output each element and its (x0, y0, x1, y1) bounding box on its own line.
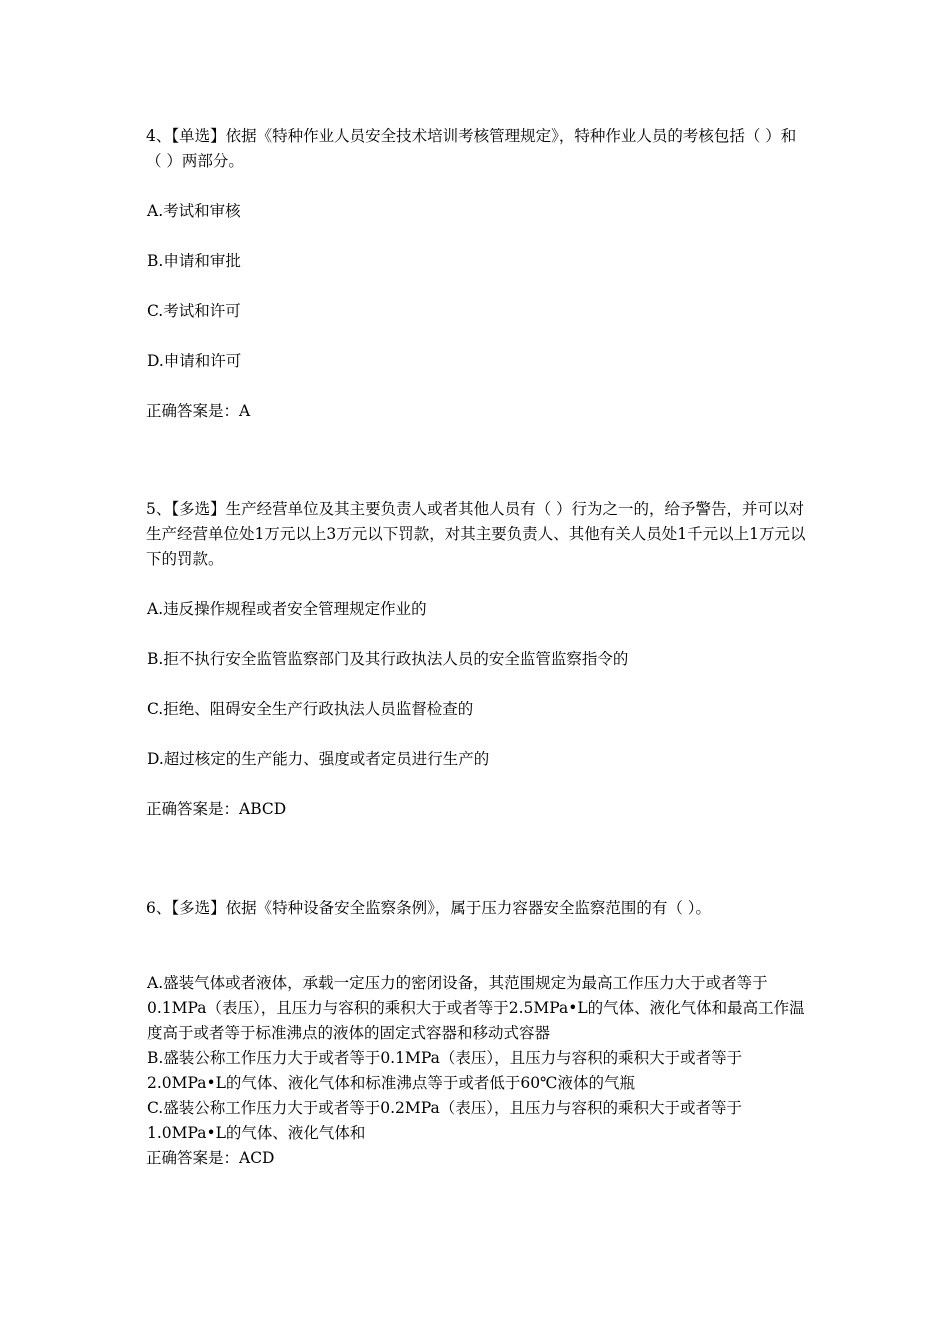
question-4 (146, 124, 810, 424)
correct-answer: 正确答案是：ACD (146, 1149, 275, 1167)
question-stem: 4、【单选】依据《特种作业人员安全技术培训考核管理规定》，特种作业人员的考核包括（ ）和（ ）两部分。 (146, 127, 797, 170)
question-6 (146, 896, 810, 1171)
option-d: D.超过核定的生产能力、强度或者定员进行生产的 (147, 750, 490, 768)
option-c: C.考试和许可 (147, 302, 241, 320)
option-d: D.申请和许可 (147, 352, 242, 370)
question-stem: 6、【多选】依据《特种设备安全监察条例》，属于压力容器安全监察范围的有（ ）。 (146, 899, 712, 917)
option-a: A.考试和审核 (147, 202, 241, 220)
option-c: C.盛装公称工作压力大于或者等于0.2MPa（表压），且压力与容积的乘积大于或者等于1.0MPa•L的气体、液化气体和 (147, 1099, 742, 1142)
correct-answer: 正确答案是：ABCD (146, 800, 287, 818)
correct-answer: 正确答案是：A (146, 402, 251, 420)
option-a: A.盛装气体或者液体，承载一定压力的密闭设备，其范围规定为最高工作压力大于或者等于0.1MPa（表压），且压力与容积的乘积大于或者等于2.5MPa•L的气体、液化气体和最高工作温度高于或者等于标准沸点的液体的固定式容器和移动式容器 (147, 974, 805, 1042)
option-b: B.拒不执行安全监管监察部门及其行政执法人员的安全监管监察指令的 (147, 650, 629, 668)
question-stem: 5、【多选】生产经营单位及其主要负责人或者其他人员有（ ）行为之一的，给予警告，并可以对生产经营单位处1万元以上3万元以下罚款，对其主要负责人、其他有关人员处1千元以上1万元以下的罚款。 (146, 500, 806, 568)
option-b: B.盛装公称工作压力大于或者等于0.1MPa（表压），且压力与容积的乘积大于或者等于2.0MPa•L的气体、液化气体和标准沸点等于或者低于60℃液体的气瓶 (147, 1049, 743, 1092)
option-a: A.违反操作规程或者安全管理规定作业的 (147, 600, 427, 618)
option-b: B.申请和审批 (147, 252, 241, 270)
question-5 (146, 497, 810, 822)
option-c: C.拒绝、阻碍安全生产行政执法人员监督检查的 (147, 700, 474, 718)
